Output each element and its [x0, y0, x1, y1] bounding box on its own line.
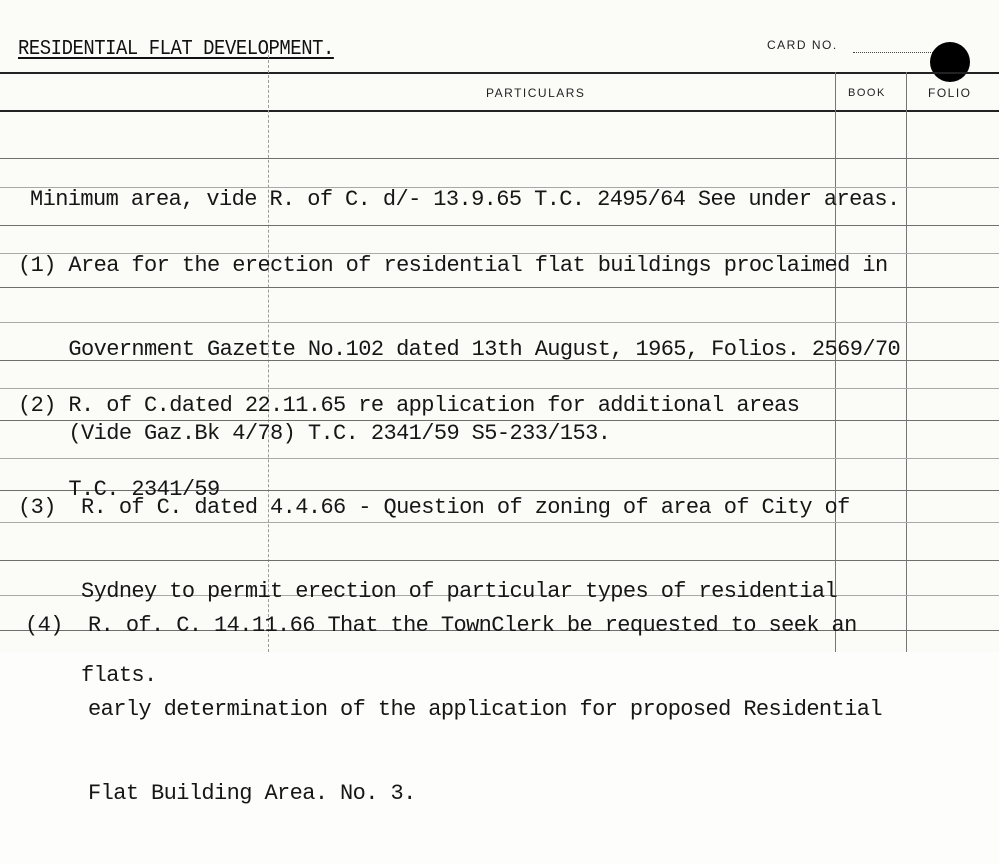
entry-line: (4) R. of. C. 14.11.66 That the TownClerk be requested to seek an — [25, 613, 857, 638]
particulars-header: PARTICULARS — [486, 86, 586, 100]
entry-line: Minimum area, vide R. of C. d/- 13.9.65 T.C. 2495/64 See under areas. — [30, 187, 900, 212]
card-title: RESIDENTIAL FLAT DEVELOPMENT. — [18, 38, 334, 61]
header-bottom-rule — [0, 110, 999, 112]
entry-line: Government Gazette No.102 dated 13th August, 1965, Folios. 2569/70 — [18, 337, 901, 362]
entry-line: Sydney to permit erection of particular types of residential — [18, 579, 838, 604]
entry-line: (1) Area for the erection of residential flat buildings proclaimed in — [18, 253, 888, 278]
card-no-field — [853, 52, 933, 53]
entry-4 — [25, 556, 882, 864]
book-header: BOOK — [848, 87, 886, 99]
entry-line: early determination of the application for proposed Residential — [25, 697, 882, 722]
entry-line: (Vide Gaz.Bk 4/78) T.C. 2341/59 S5-233/153. — [18, 421, 611, 446]
entry-line: T.C. 2341/59 — [18, 477, 220, 502]
folio-header: FOLIO — [928, 86, 972, 100]
header-top-rule — [0, 72, 999, 74]
punch-hole — [930, 42, 970, 82]
entry-line: Flat Building Area. No. 3. — [25, 781, 416, 806]
entry-line: flats. — [18, 663, 157, 688]
folio-column-divider — [906, 72, 907, 652]
card-no-label: CARD NO. — [767, 38, 838, 52]
entry-line: (3) R. of C. dated 4.4.66 - Question of zoning of area of City of — [18, 495, 850, 520]
entry-line: (2) R. of C.dated 22.11.65 re application for additional areas — [18, 393, 800, 418]
